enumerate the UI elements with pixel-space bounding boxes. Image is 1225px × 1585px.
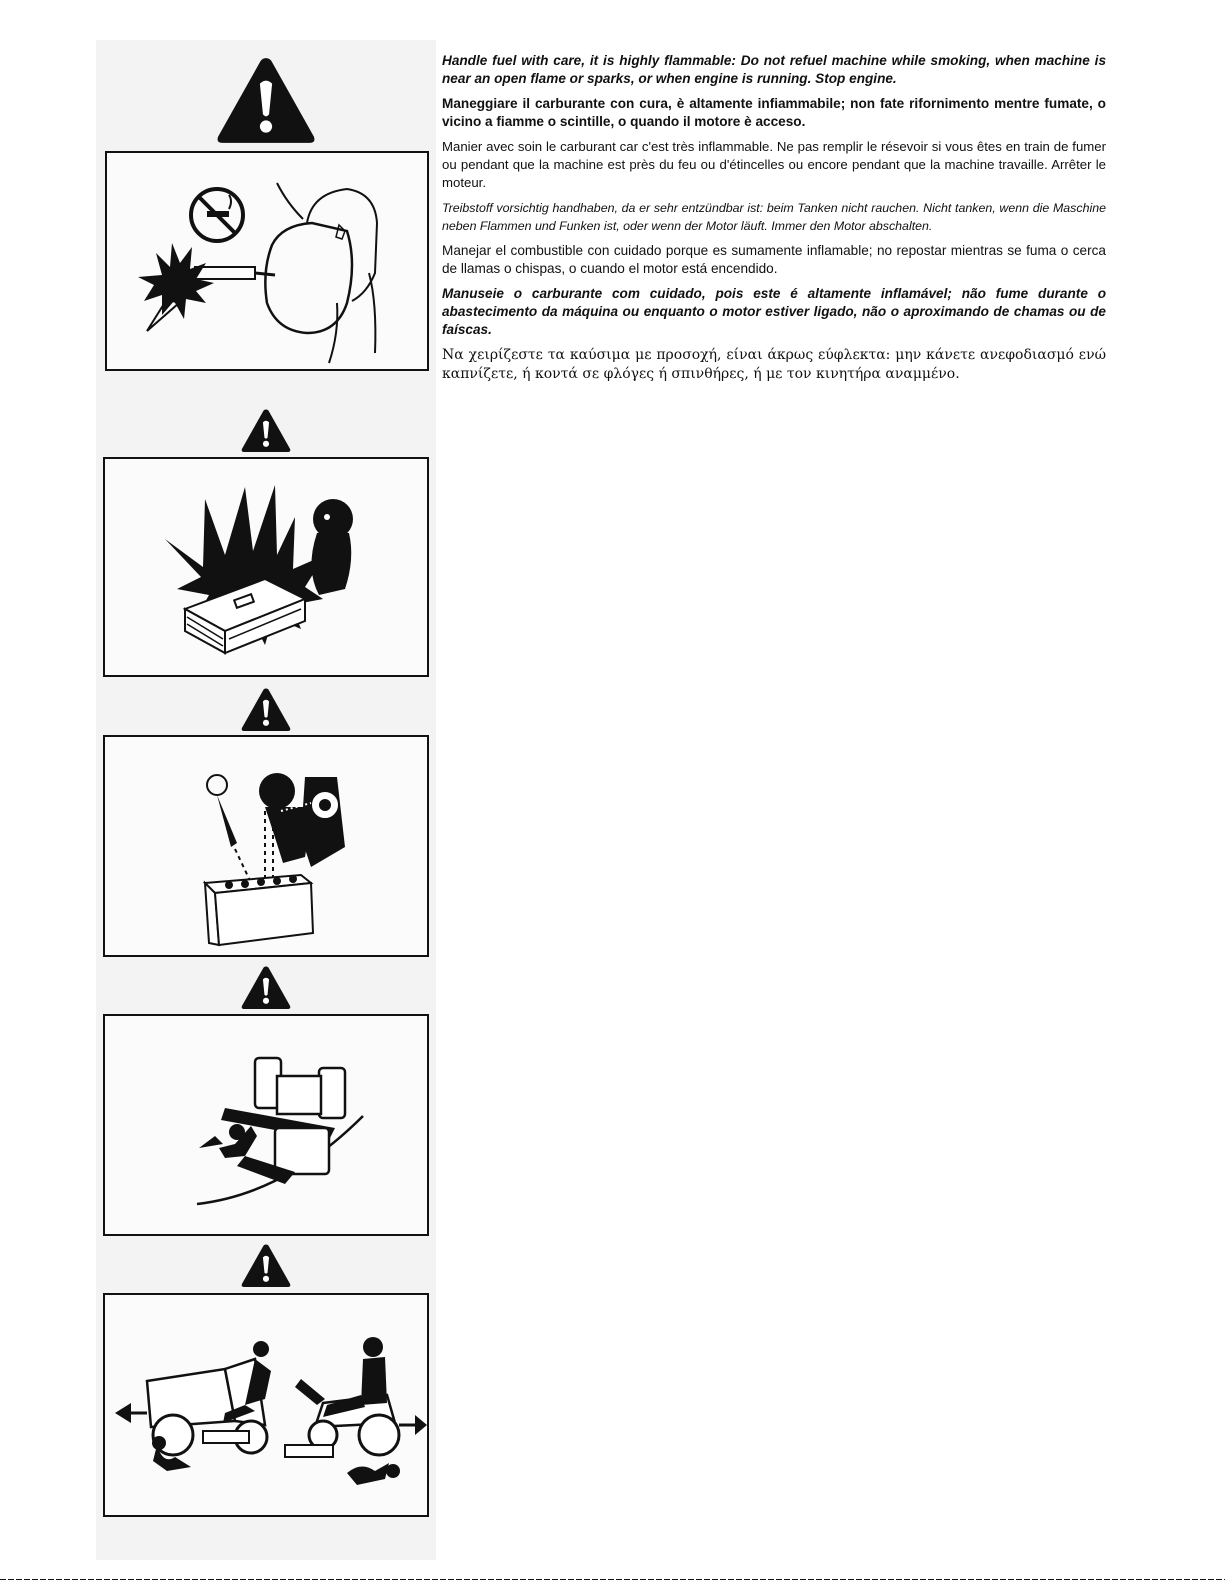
warning-triangle-icon xyxy=(240,687,292,732)
explosion-icon xyxy=(105,459,427,675)
pictogram-battery-acid xyxy=(103,735,429,957)
pictogram-slope-tipping xyxy=(103,1014,429,1236)
pictogram-refuel-no-smoking xyxy=(105,151,429,371)
warning-triangle-icon xyxy=(240,965,292,1010)
warning-triangle-icon xyxy=(240,1243,292,1288)
warning-text-de: Treibstoff vorsichtig handhaben, da er sehr entzündbar ist: beim Tanken nicht rauchen. Nicht tanken, wenn die Maschine neben Flammen und Funken ist, oder wenn der Motor läuft. Immer den Motor abschalten. xyxy=(442,201,1106,233)
footer-divider xyxy=(0,1579,1225,1580)
warning-text-fr: Manier avec soin le carburant car c'est très inflammable. Ne pas remplir le résevoir si vous êtes en train de fumer ou pendant que la machine est près du feu ou d'étincelles ou encore pendant que la machine travaille. Arrêter le moteur. xyxy=(442,139,1106,190)
warning-text-es: Manejar el combustible con cuidado porque es sumamente inflamable; no repostar mientras se fuma o cerca de llamas o chispas, o cuando el motor está encendido. xyxy=(442,243,1106,276)
warning-triangle-icon xyxy=(240,408,292,453)
tipping-slope-icon xyxy=(105,1016,427,1234)
warning-text-el: Να χειρίζεστε τα καύσιμα με προσοχή, είναι άκρως εύφλεκτα: μην κάνετε ανεφοδιασμό ενώ καπνίζετε, ή κοντά σε φλόγες ή σπινθήρες, ή με τον κινητήρα αναμμένο. xyxy=(442,347,1106,382)
battery-acid-icon xyxy=(105,737,427,955)
pictogram-explosion xyxy=(103,457,429,677)
warning-triangle-icon xyxy=(215,55,317,145)
run-over-icon xyxy=(105,1295,427,1515)
warning-text-it: Maneggiare il carburante con cura, è altamente infiammabile; non fate rifornimento mentre fumate, o vicino a fiamme o scintille, o quando il motore è acceso. xyxy=(442,96,1106,129)
warning-text-column xyxy=(442,52,1106,391)
warning-text-pt: Manuseie o carburante com cuidado, pois este é altamente inflamável; não fume durante o abastecimento da máquina ou enquanto o motor estiver ligado, não o aproximando de chamas ou de faíscas. xyxy=(442,286,1106,337)
pictogram-run-over xyxy=(103,1293,429,1517)
warning-text-en: Handle fuel with care, it is highly flammable: Do not refuel machine while smoking, when machine is near an open flame or sparks, or when engine is running. Stop engine. xyxy=(442,53,1106,86)
no-smoking-icon xyxy=(107,153,427,369)
